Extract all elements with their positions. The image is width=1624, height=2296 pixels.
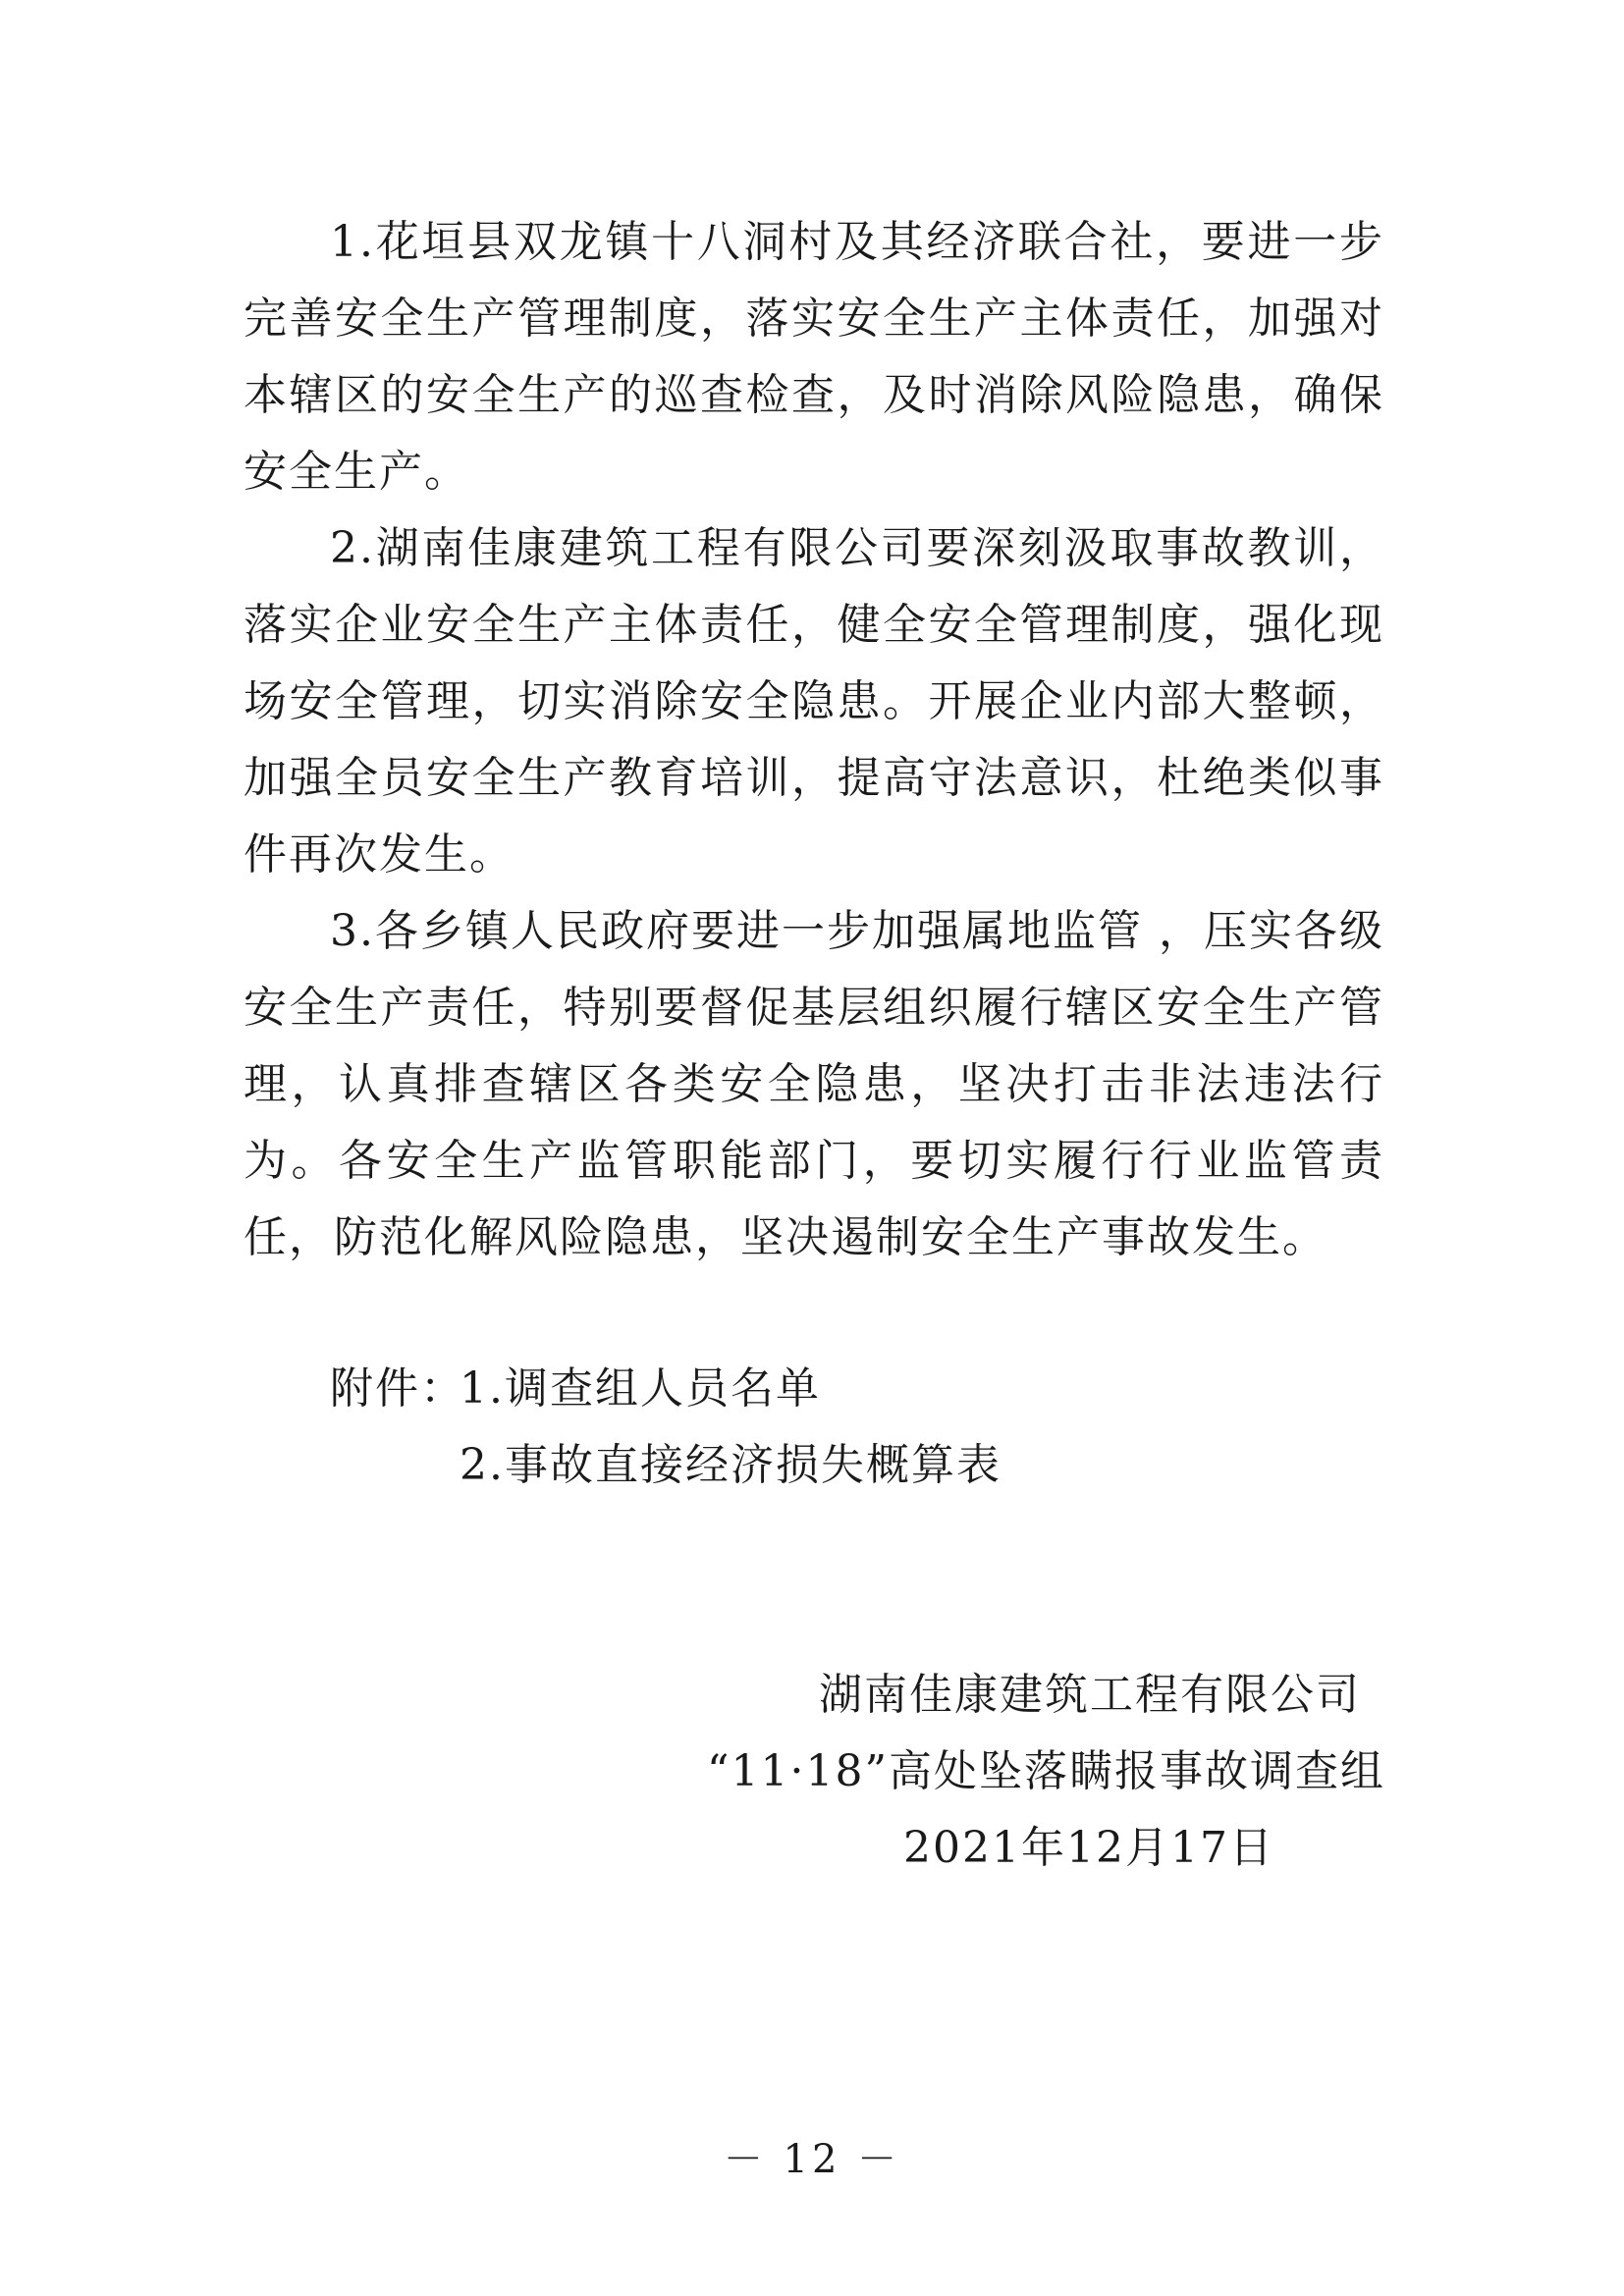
attachment-item-1: 1.调查组人员名单 bbox=[460, 1363, 821, 1414]
signature-organization: 湖南佳康建筑工程有限公司 bbox=[819, 1670, 1361, 1720]
paragraph-3: 3.各乡镇人民政府要进一步加强属地监管 ，压实各级安全生产责任，特别要督促基层组织履行辖区安全生产管理，认真排查辖区各类安全隐患，坚决打击非法违法行为。各安全生产监管职能部门，要切实履行行业监管责任，防范化解风险隐患，坚决遏制安全生产事故发生。 bbox=[244, 906, 1384, 1262]
signature-date: 2021年12月17日 bbox=[903, 1823, 1274, 1873]
attachment-item-2: 2.事故直接经济损失概算表 bbox=[460, 1440, 1001, 1490]
paragraph-2: 2.湖南佳康建筑工程有限公司要深刻汲取事故教训，落实企业安全生产主体责任，健全安全管理制度，强化现场安全管理，切实消除安全隐患。开展企业内部大整顿，加强全员安全生产教育培训，提高守法意识，杜绝类似事件再次发生。 bbox=[244, 523, 1384, 880]
signature-investigation-group: “11·18”高处坠落瞒报事故调查组 bbox=[707, 1746, 1385, 1796]
attachments-label: 附件： bbox=[330, 1363, 465, 1414]
page-number: － 12 － bbox=[723, 2137, 901, 2182]
paragraph-1: 1.花垣县双龙镇十八洞村及其经济联合社，要进一步完善安全生产管理制度，落实安全生产主体责任，加强对本辖区的安全生产的巡查检查，及时消除风险隐患，确保安全生产。 bbox=[244, 217, 1384, 497]
